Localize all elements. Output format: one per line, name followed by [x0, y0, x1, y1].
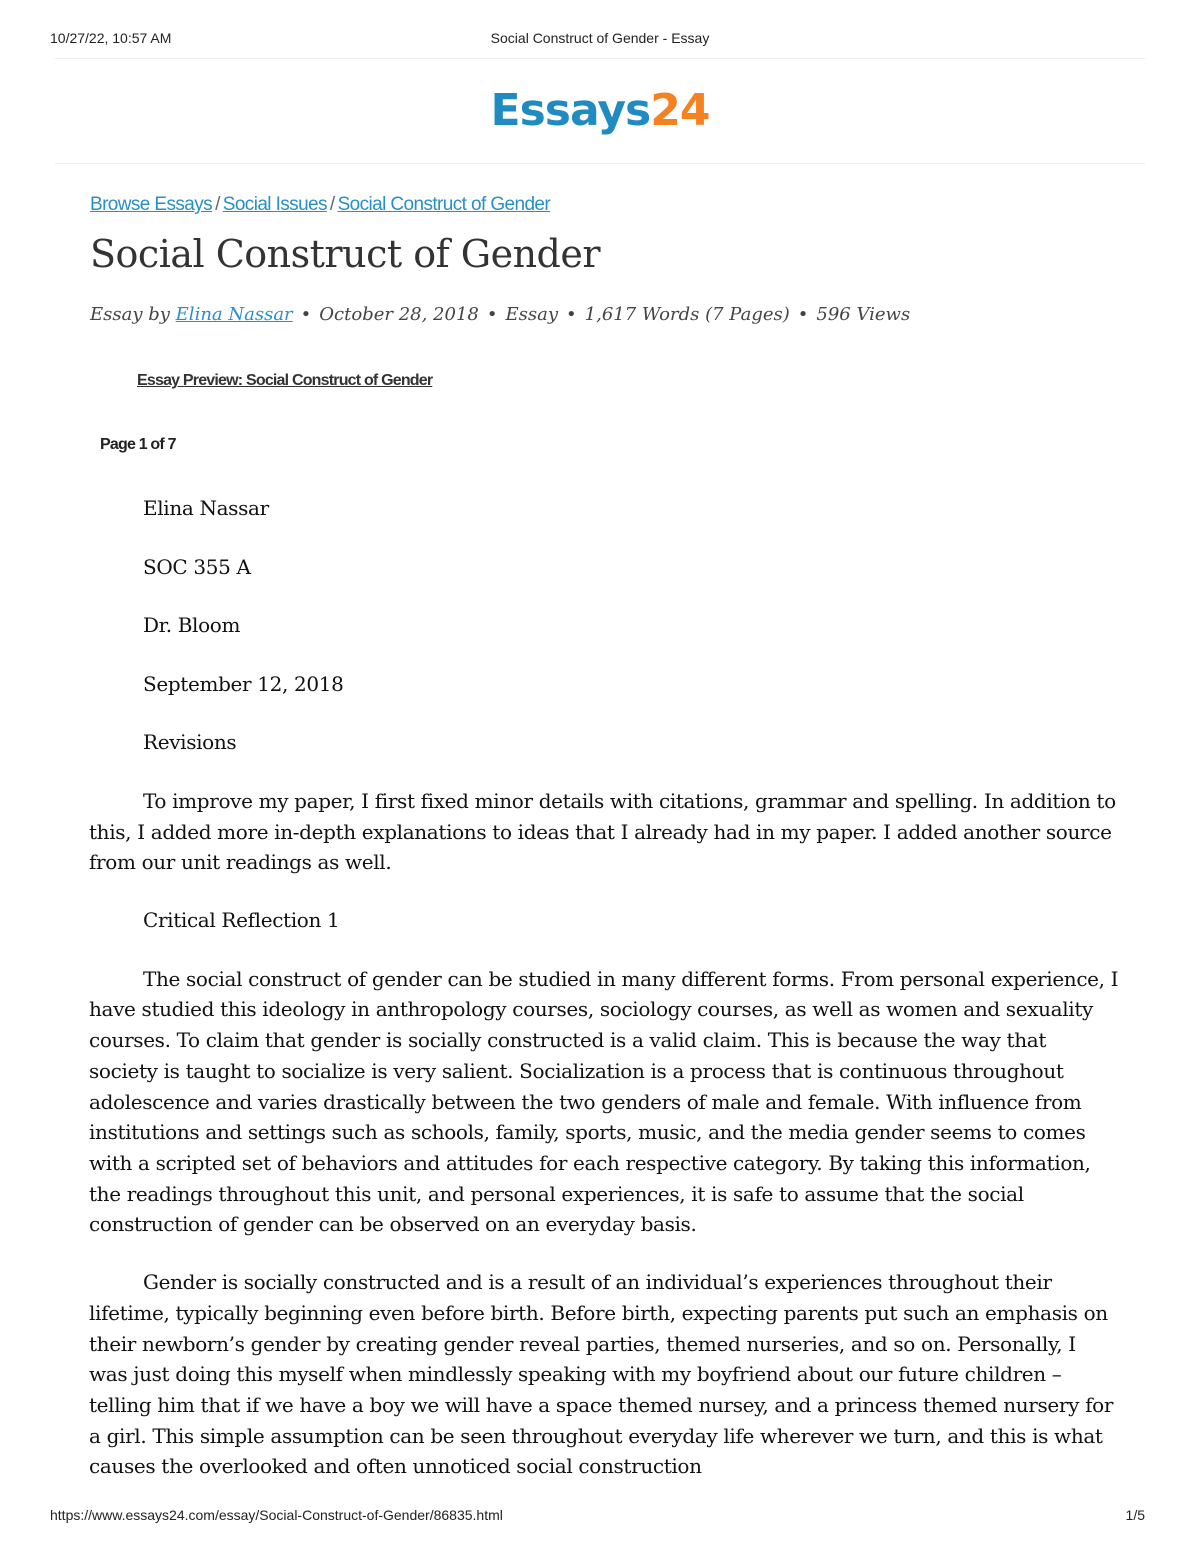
site-header: [55, 58, 1145, 164]
breadcrumb-current-essay[interactable]: Social Construct of Gender: [337, 194, 551, 215]
meta-type: Essay: [505, 304, 559, 325]
doc-course: SOC 355 A: [143, 554, 251, 579]
logo-text-essays: Essays: [490, 85, 651, 136]
print-footer: [0, 1507, 1200, 1527]
meta-bullet: •: [300, 304, 312, 325]
print-page-title: Social Construct of Gender - Essay: [490, 30, 710, 46]
doc-instructor: Dr. Bloom: [143, 613, 241, 638]
meta-bullet: •: [486, 304, 498, 325]
doc-author-name: Elina Nassar: [143, 496, 269, 520]
doc-revisions-paragraph: To improve my paper, I first fixed minor details with citations, grammar and spelling. In addition to this, I added more in-depth explanations to ideas that I already had in my paper. I added another source from our unit readings as well.: [89, 788, 1116, 875]
doc-paragraph-1: The social construct of gender can be studied in many different forms. From personal experience, I have studied this ideology in anthropology courses, sociology courses, as well as women and sexuality courses. To claim that gender is socially constructed is a valid claim. This is because the way that society is taught to socialize is very salient. Socialization is a process that is continuous throughout adolescence and varies drastically between the two genders of male and female. With influence from institutions and settings such as schools, family, sports, music, and the media gender seems to comes with a scripted set of behaviors and attitudes for each respective category. By taking this information, the readings throughout this unit, and personal experiences, it is safe to assume that the social construction of gender can be observed on an everyday basis.: [89, 966, 1119, 1237]
author-link[interactable]: Elina Nassar: [175, 304, 293, 325]
page-indicator: Page 1 of 7: [100, 436, 176, 453]
essay-document: [89, 493, 1119, 1509]
essay-by-label: Essay by: [90, 304, 170, 325]
breadcrumb-separator: /: [329, 194, 335, 215]
meta-bullet: •: [797, 304, 809, 325]
breadcrumb: [90, 190, 1120, 220]
print-header: [0, 30, 1200, 50]
page-title: Social Construct of Gender: [90, 232, 601, 276]
meta-date: October 28, 2018: [319, 304, 479, 325]
essays24-logo[interactable]: [55, 81, 1145, 141]
main-content: [90, 190, 1120, 325]
breadcrumb-browse-essays[interactable]: Browse Essays: [90, 194, 213, 215]
doc-paragraph-2: Gender is socially constructed and is a result of an individual’s experiences throughout their lifetime, typically beginning even before birth. Before birth, expecting parents put such an emphasis on their newborn’s gender by creating gender reveal parties, themed nurseries, and so on. Personally, I was just doing this myself when mindlessly speaking with my boyfriend about our future children – telling him that if we have a boy we will have a space themed nursey, and a princess themed nursery for a girl. This simple assumption can be seen throughout everyday life wherever we turn, and this is what causes the overlooked and often unnoticed social construction: [89, 1270, 1114, 1479]
meta-bullet: •: [566, 304, 577, 325]
print-page-number: 1/5: [1125, 1507, 1145, 1523]
logo-text-24: 24: [650, 85, 710, 136]
meta-views: 596 Views: [816, 304, 911, 325]
doc-section-heading: Critical Reflection 1: [143, 908, 340, 933]
breadcrumb-social-issues[interactable]: Social Issues: [222, 194, 327, 215]
doc-revisions-heading: Revisions: [143, 730, 237, 755]
doc-date: September 12, 2018: [143, 671, 344, 696]
print-url: https://www.essays24.com/essay/Social-Construct-of-Gender/86835.html: [50, 1507, 503, 1523]
meta-word-count: 1,617 Words (7 Pages): [584, 304, 790, 325]
print-datetime: 10/27/22, 10:57 AM: [50, 30, 172, 46]
essay-meta: [90, 304, 910, 325]
essay-preview-link[interactable]: Essay Preview: Social Construct of Gender: [137, 372, 433, 389]
breadcrumb-separator: /: [215, 194, 220, 215]
